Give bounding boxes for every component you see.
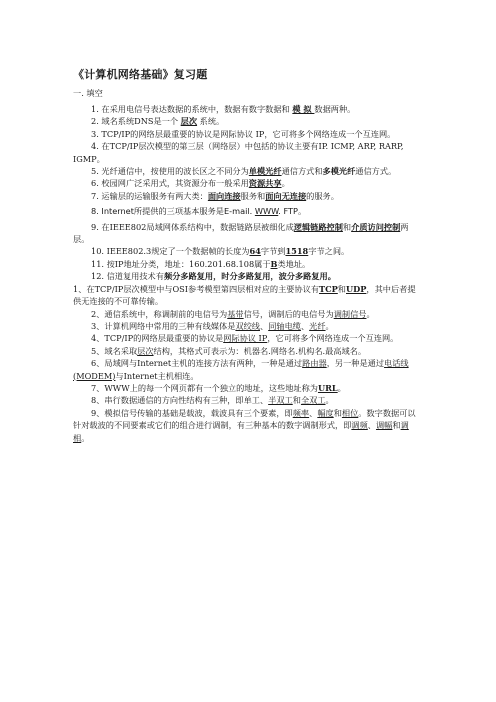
question-3: 3. TCP/IP的网络层最重要的协议是网际协议 IP，它可将多个网络连成一个互连网。 (91, 128, 396, 139)
page-title: 《计算机网络基础》复习题 (73, 68, 208, 81)
question-b3: 3、计算机网络中常用的三种有线媒体是双绞线、同轴电缆、光纤。 (91, 320, 334, 331)
question-2: 2. 域名系统DNS是一个 层次 系统。 (91, 116, 225, 127)
question-b4: 4、TCP/IP的网络层最重要的协议是网际协议 IP，它可将多个网络连成一个互连网。 (91, 333, 399, 344)
question-7: 7. 运输层的运输服务有两大类：面向连接服务和面向无连接的服务。 (91, 190, 339, 201)
question-1: 1. 在采用电信号表达数据的系统中，数据有数字数据和 模 拟 数据两种。 (91, 104, 356, 114)
question-b9: 9、模拟信号传输的基础是载波，载波具有三个要素，即频率、幅度和相位。数字数据可以针对载波的不同要素或它们的组合进行调制，有三种基本的数字调制形式，即调频、调幅和调相。 (73, 407, 416, 443)
question-b7: 7、WWW上的每一个网页都有一个独立的地址，这些地址称为URL。 (91, 382, 346, 393)
question-8: 8. Internet所提供的三项基本服务是E-mail. WWW. FTP。 (91, 206, 307, 217)
question-4: 4. 在TCP/IP层次模型的第三层（网络层）中包括的协议主要有IP. ICMP, ARP, RARP, IGMP。 (73, 141, 404, 164)
question-5: 5. 光纤通信中，按使用的波长区之不同分为单模光纤通信方式和多模光纤通信方式。 (91, 166, 397, 177)
document-body (73, 103, 423, 444)
question-9: 9. 在IEEE802局域网体系结构中，数据链路层被细化成逻辑链路控制和介质访问控制两层。 (73, 221, 409, 245)
question-10: 10. IEEE802.3规定了一个数据帧的长度为64字节到1518字节之间。 (91, 246, 350, 257)
question-b8: 8、串行数据通信的方向性结构有三种，即单工、半双工和全双工。 (91, 395, 334, 406)
question-b2: 2、通信系统中，称调制前的电信号为基带信号，调制后的电信号为调制信号。 (91, 308, 375, 319)
question-b5: 5、域名采取层次结构，其格式可表示为：机器名.网络名.机构名.最高域名。 (91, 345, 367, 356)
question-b6: 6、局域网与Internet主机的连接方法有两种，一种是通过路由器，另一种是通过电话线 (MODEM)与Internet主机相连。 (73, 358, 409, 381)
question-b1: 1、在TCP/IP层次模型中与OSI参考模型第四层相对应的主要协议有TCP和UDP，其中后者提供无连接的不可靠传输。 (73, 283, 416, 307)
question-11: 11. 按IP地址分类，地址：160.201.68.108属于B类地址。 (91, 258, 311, 269)
section-heading: 一. 填空 (73, 88, 103, 98)
question-6: 6. 校园网广泛采用式，其资源分布一般采用资源共享。 (91, 178, 290, 189)
question-12: 12. 信道复用技术有频分多路复用，时分多路复用，波分多路复用。 (91, 271, 336, 282)
